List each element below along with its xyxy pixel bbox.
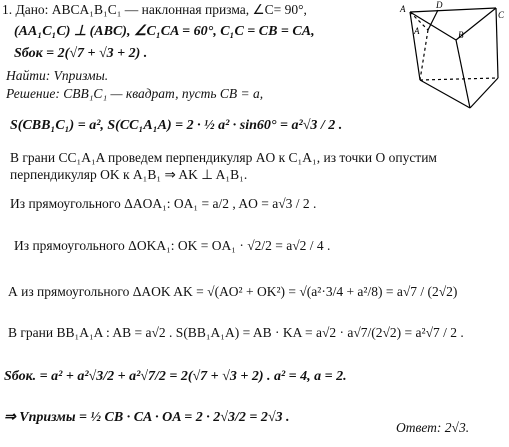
label-A: A (400, 4, 406, 14)
answer-line: Ответ: 2√3. (396, 420, 470, 435)
condition-line-1: (AA₁C₁C) ⊥ (ABC), ∠C₁CA = 60°, C₁C = CB = CA, (14, 24, 315, 39)
perpendicular-line-1: В грани CC₁A₁A проведем перпендикуляр AO к C₁A₁, из точки O опустим (10, 150, 437, 165)
label-A1: A (414, 26, 420, 36)
find-line: Найти: Vпризмы. (6, 68, 109, 83)
volume-line: ⇒ Vпризмы = ½ CB · CA · OA = 2 · 2√3/2 = 2√3 . (4, 410, 290, 425)
triangle-line-1: Из прямоугольного ΔAOA₁: OA₁ = a/2 , AO = a√3 / 2 . (10, 196, 317, 211)
perpendicular-line-2: перпендикуляр OK к A₁B₁ ⇒ AK ⊥ A₁B₁. (10, 167, 248, 182)
prism-figure (398, 0, 508, 120)
label-C: C (498, 10, 505, 20)
face-line: В грани BB₁A₁A : AB = a√2 . S(BB₁A₁A) = AB · KA = a√2 · a√7/(2√2) = a²√7 / 2 . (8, 325, 464, 340)
given-line: 1. Дано: ABCA₁B₁C₁ — наклонная призма, ∠C= 90°, (2, 2, 307, 17)
lateral-area-line: Sбок. = a² + a²√3/2 + a²√7/2 = 2(√7 + √3 + 2) . a² = 4, a = 2. (4, 369, 347, 384)
triangle-line-3: А из прямоугольного ΔAOK AK = √(AO² + OK²) = √(a²·3/4 + a²/8) = a√7 / (2√2) (8, 284, 458, 299)
label-D: D (436, 0, 443, 10)
label-B: B (458, 30, 464, 40)
triangle-line-2: Из прямоугольного ΔOKA₁: OK = OA₁ · √2/2 = a√2 / 4 . (14, 238, 331, 253)
areas-line: S(CBB₁C₁) = a², S(CC₁A₁A) = 2 · ½ a² · sin60° = a²√3 / 2 . (10, 118, 343, 133)
condition-line-2: Sбок = 2(√7 + √3 + 2) . (14, 46, 148, 61)
solution-line: Решение: CBB₁C₁ — квадрат, пусть CB = a, (6, 86, 264, 101)
